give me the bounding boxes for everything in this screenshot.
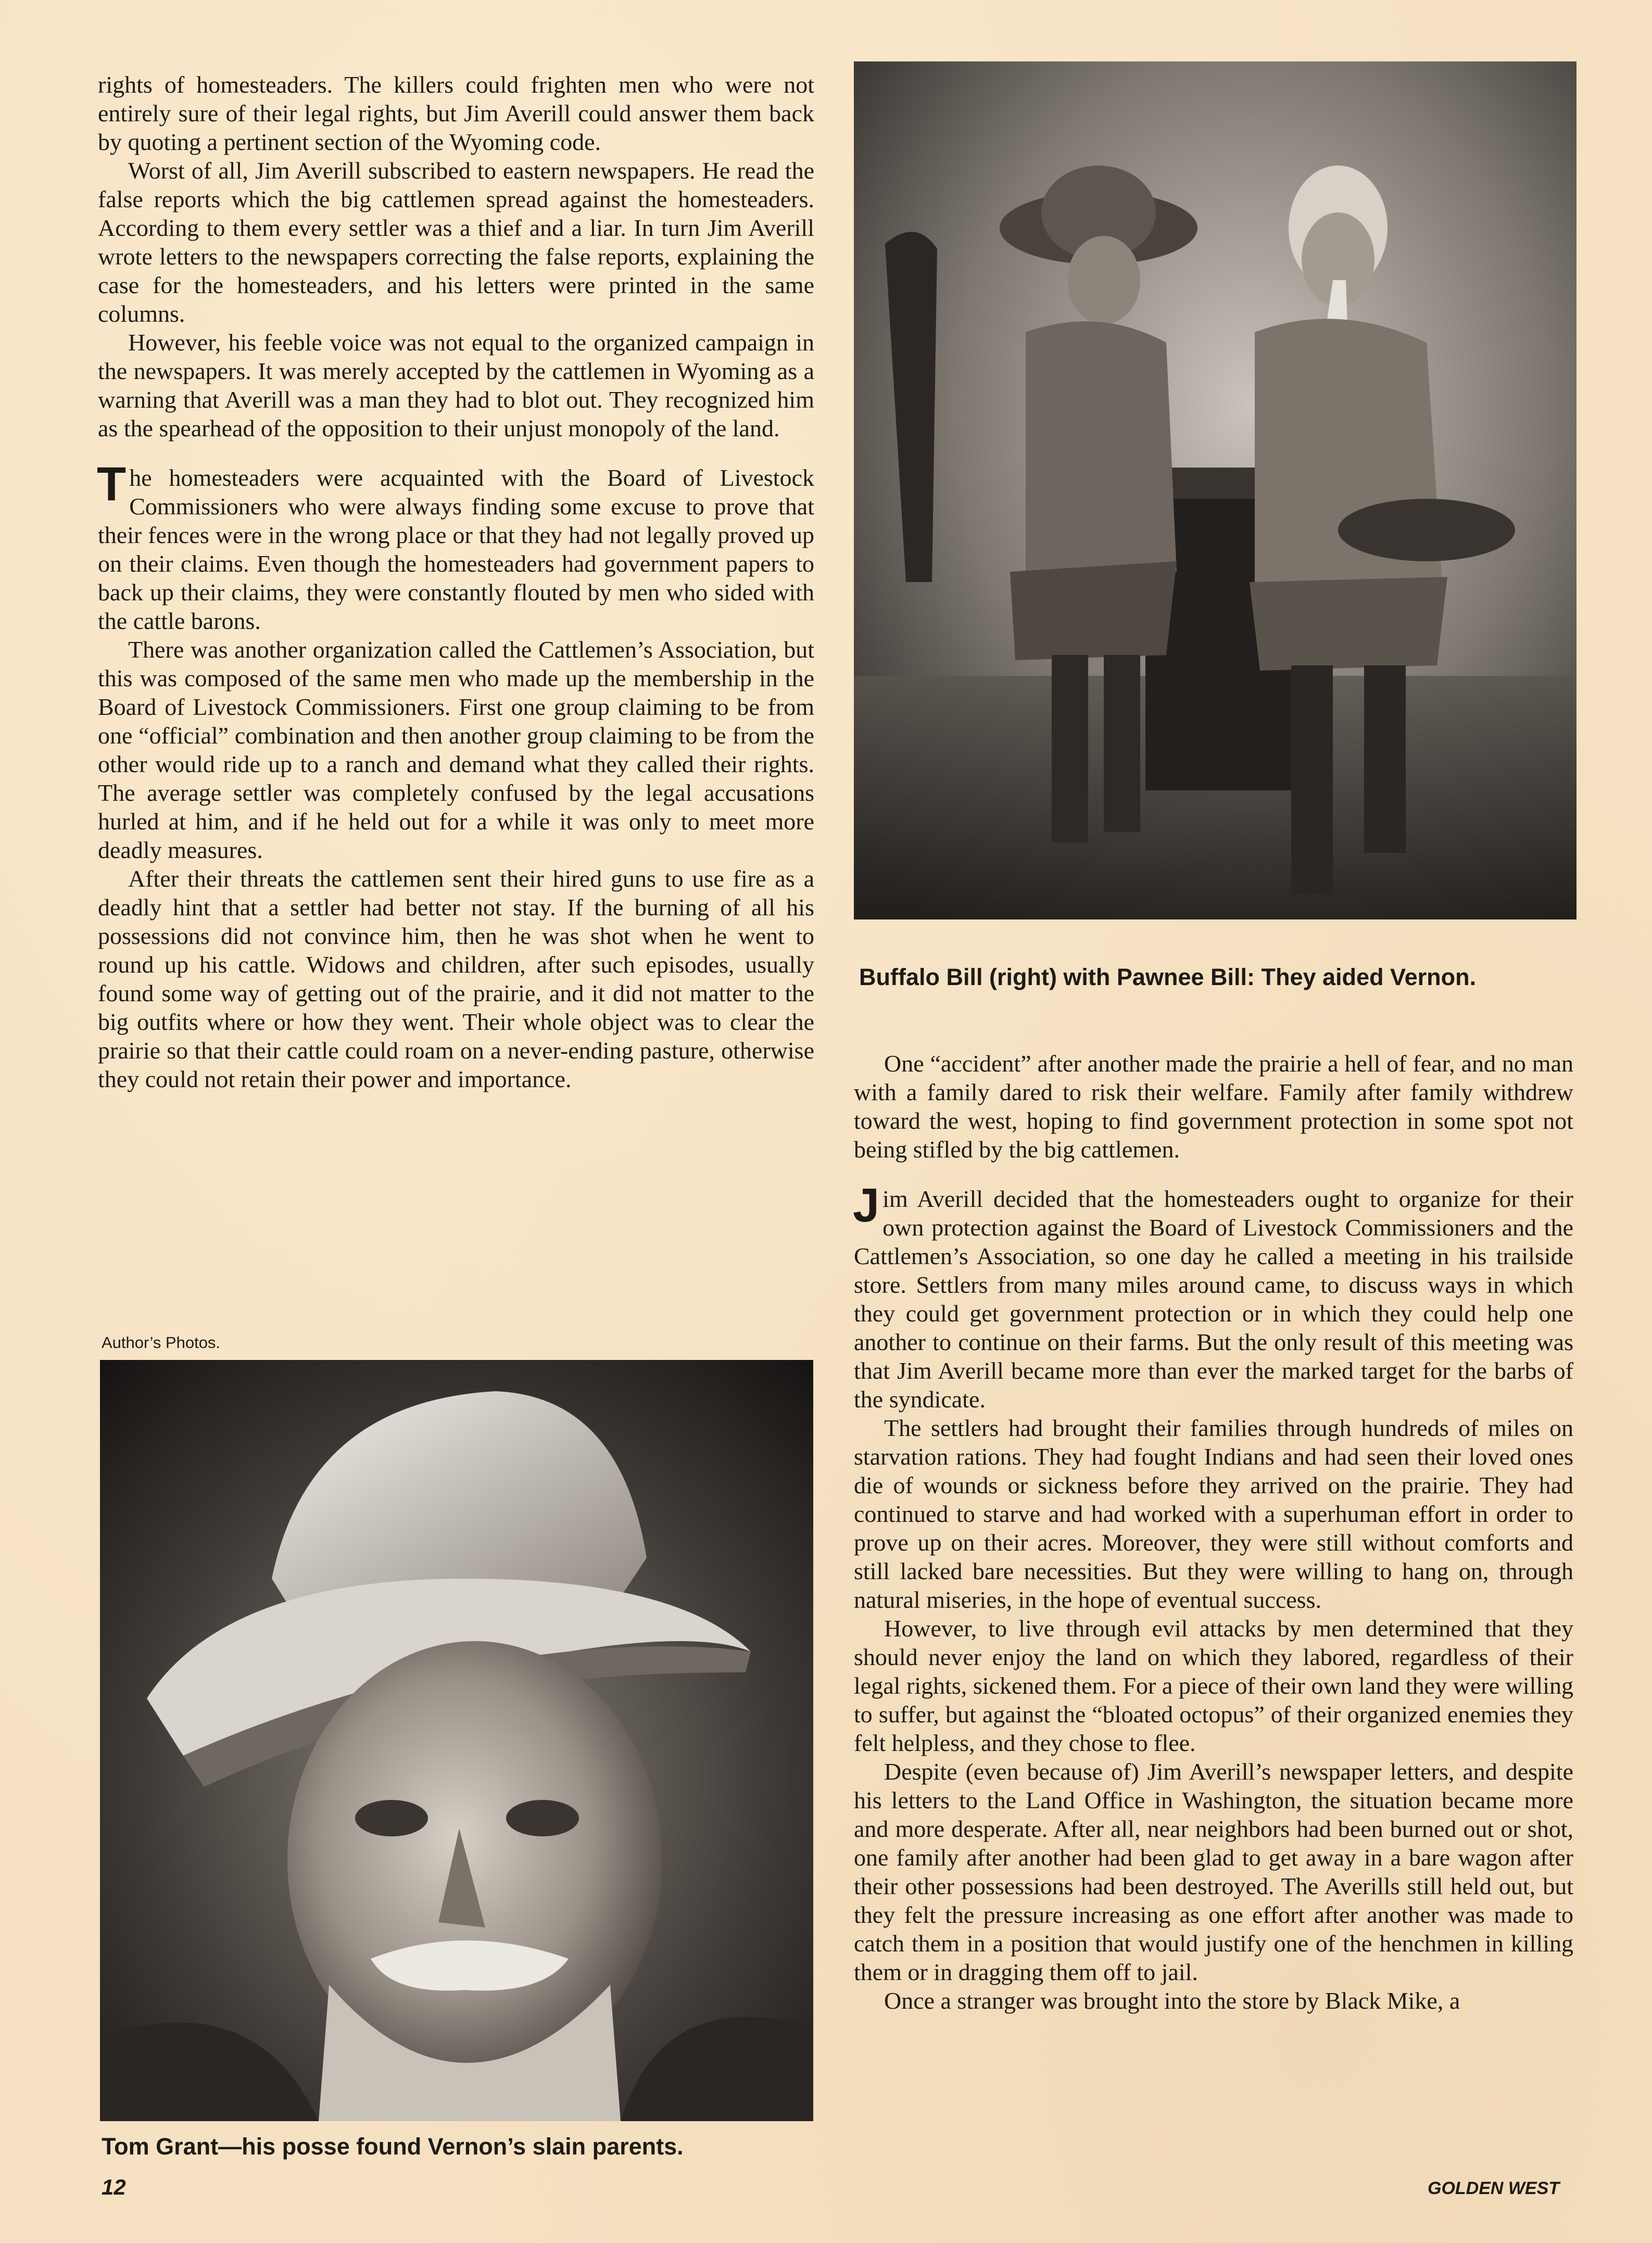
- paragraph: However, to live through evil attacks by men determined that they should never enjoy the land on which they labored, regardless of their legal rights, sickened them. For a piece of their own land they were willing to suffer, but against the “bloated octopus” of their organized enemies they felt helpless, and they chose to flee.: [854, 1615, 1573, 1756]
- paragraph: Once a stranger was brought into the store by Black Mike, a: [884, 1987, 1460, 2014]
- paragraph: rights of homesteaders. The killers could frighten men who were not entirely sure of their legal rights, but Jim Averill could answer them back by quoting a pertinent section of the Wyoming code.: [98, 71, 814, 155]
- paragraph-drop-cap: [853, 1179, 1573, 1414]
- paragraph: Despite (even because of) Jim Averill’s newspaper letters, and despite his letters to the Land Office in Washington, the situation became more and more desperate. After all, near neighbors had been burned out or shot, one family after another had been glad to get away in a bare wagon after their other possessions had been destroyed. The Averills still held out, but they felt the pressure increasing as one effort after another was made to catch them in a position that would justify one of the henchmen in killing them or in dragging them off to jail.: [854, 1758, 1573, 1985]
- photo-caption-bottom: Tom Grant—his posse found Vernon’s slain parents.: [102, 2133, 684, 2160]
- drop-cap: T: [97, 458, 127, 511]
- paragraph-drop-cap: [97, 458, 814, 635]
- paragraph: Worst of all, Jim Averill subscribed to eastern newspapers. He read the false reports which the big cattlemen spread against the homesteaders. According to them every settler was a thief and a liar. In turn Jim Averill wrote letters to the newspapers correcting the false reports, explaining the case for the homesteaders, and his letters were printed in the same columns.: [98, 157, 814, 327]
- article-column-left: [98, 70, 814, 1093]
- page-number: 12: [102, 2175, 126, 2199]
- paragraph: After their threats the cattlemen sent their hired guns to use fire as a deadly hint that a settler had better not stay. If the burning of all his possessions did not convince him, then he was shot when he went to round up his cattle. Widows and children, after such episodes, usually found some way of getting out of the prairie, and it did not matter to the big outfits where or how they went. Their whole object was to clear the prairie so that their cattle could roam on a never-ending pasture, otherwise they could not retain their power and importance.: [98, 865, 814, 1092]
- paragraph-text: im Averill decided that the homesteaders ought to organize for their own protection against the Board of Livestock Commissioners and the Cattlemen’s Association, so one day he called a meeting in his trailside store. Settlers from many miles around came, to discuss ways in which they could get government protection or in which they could help one another to continue on their farms. But the only result of this meeting was that Jim Averill became more than ever the marked target for the barbs of the syndicate.: [854, 1186, 1573, 1413]
- magazine-name: GOLDEN WEST: [1428, 2178, 1560, 2198]
- paragraph: However, his feeble voice was not equal to the organized campaign in the newspapers. It was merely accepted by the cattlemen in Wyoming as a warning that Averill was a man they had to blot out. They recognized him as the spearhead of the opposition to their unjust monopoly of the land.: [98, 329, 814, 442]
- paragraph: One “accident” after another made the prairie a hell of fear, and no man with a family dared to risk their welfare. Family after family withdrew toward the west, hoping to find government protection in some spot not being stifled by the big cattlemen.: [854, 1050, 1573, 1163]
- drop-cap: J: [853, 1179, 880, 1232]
- photo-tom-grant: [100, 1360, 813, 2121]
- paragraph-text: he homesteaders were acquainted with the Board of Livestock Commissioners who were always finding some excuse to prove that their fences were in the wrong place or that they had not legally proved up on their claims. Even though the homesteaders had government papers to back up their claims, they were constantly flouted by men who sided with the cattle barons.: [98, 464, 814, 634]
- photo-buffalo-bill-pawnee-bill: [854, 61, 1577, 919]
- article-column-right: [854, 1049, 1573, 2015]
- paragraph: The settlers had brought their families through hundreds of miles on starvation rations. They had fought Indians and had seen their loved ones die of wounds or sickness before they arrived on the prairie. They had continued to starve and had worked with a superhuman effort in order to prove up on their acres. Moreover, they were still without comforts and still lacked bare necessities. But they were willing to hang on, through natural miseries, in the hope of eventual success.: [854, 1415, 1573, 1613]
- paragraph: There was another organization called the Cattlemen’s Association, but this was composed of the same men who made up the membership in the Board of Livestock Commissioners. First one group claiming to be from one “official” combination and then another group claiming to be from the other would ride up to a ranch and demand what they called their rights. The average settler was completely confused by the legal accusations hurled at him, and if he held out for a while it was only to meet more deadly measures.: [98, 636, 814, 863]
- photo-image: [100, 1360, 813, 2121]
- photo-caption-top: Buffalo Bill (right) with Pawnee Bill: They aided Vernon.: [859, 964, 1477, 990]
- photo-credit: Author’s Photos.: [102, 1333, 221, 1352]
- photo-image: [854, 61, 1577, 919]
